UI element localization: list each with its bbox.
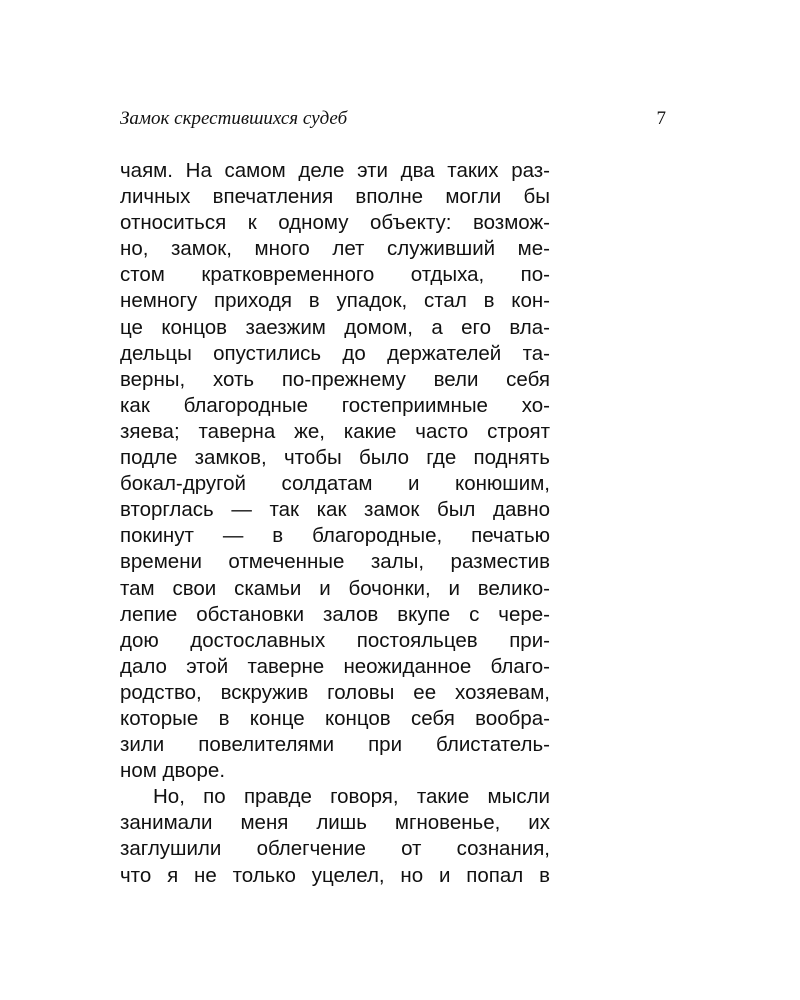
text-line: бокал-другой солдатам и конюшим, [120, 472, 550, 496]
text-line: занимали меня лишь мгновенье, их [120, 811, 550, 835]
text-line: дельцы опустились до держателей та- [120, 341, 550, 365]
running-title: Замок скрестившихся судеб [120, 108, 348, 129]
paragraph-2 [120, 784, 550, 888]
text-line: времени отмеченные залы, разместив [120, 550, 550, 574]
text-line: но, замок, много лет служивший ме- [120, 237, 550, 261]
text-line: зили повелителями при блистатель- [120, 733, 550, 757]
text-line: дою достославных постояльцев при- [120, 628, 550, 652]
text-line: ном дворе. [120, 759, 226, 783]
text-line: что я не только уцелел, но и попал в [120, 863, 550, 887]
text-line: верны, хоть по-прежнему вели себя [120, 367, 550, 391]
text-line: которые в конце концов себя вообра- [120, 706, 550, 730]
body-text [120, 158, 550, 889]
text-line: вторглась — так как замок был давно [120, 498, 550, 522]
text-line: стом кратковременного отдыха, по- [120, 263, 550, 287]
text-line: це концов заезжим домом, а его вла- [120, 315, 550, 339]
text-line: подле замков, чтобы было где поднять [120, 446, 550, 470]
text-line: немногу приходя в упадок, стал в кон- [120, 289, 550, 313]
paragraph-1 [120, 158, 550, 784]
text-line: зяева; таверна же, какие часто строят [120, 419, 550, 443]
text-line: покинут — в благородные, печатью [120, 524, 550, 548]
text-line: личных впечатления вполне могли бы [120, 185, 550, 209]
running-header [120, 106, 666, 132]
text-line: там свои скамьи и бочонки, и велико- [120, 576, 550, 600]
text-line: относиться к одному объекту: возмож- [120, 211, 550, 235]
text-line: дало этой таверне неожиданное благо- [120, 654, 550, 678]
text-line: родство, вскружив головы ее хозяевам, [120, 680, 550, 704]
text-line: как благородные гостеприимные хо- [120, 393, 550, 417]
text-line: лепие обстановки залов вкупе с чере- [120, 602, 550, 626]
page-number: 7 [656, 108, 666, 129]
text-line: заглушили облегчение от сознания, [120, 837, 550, 861]
text-line: Но, по правде говоря, такие мысли [153, 785, 550, 809]
text-line: чаям. На самом деле эти два таких раз- [120, 159, 550, 182]
